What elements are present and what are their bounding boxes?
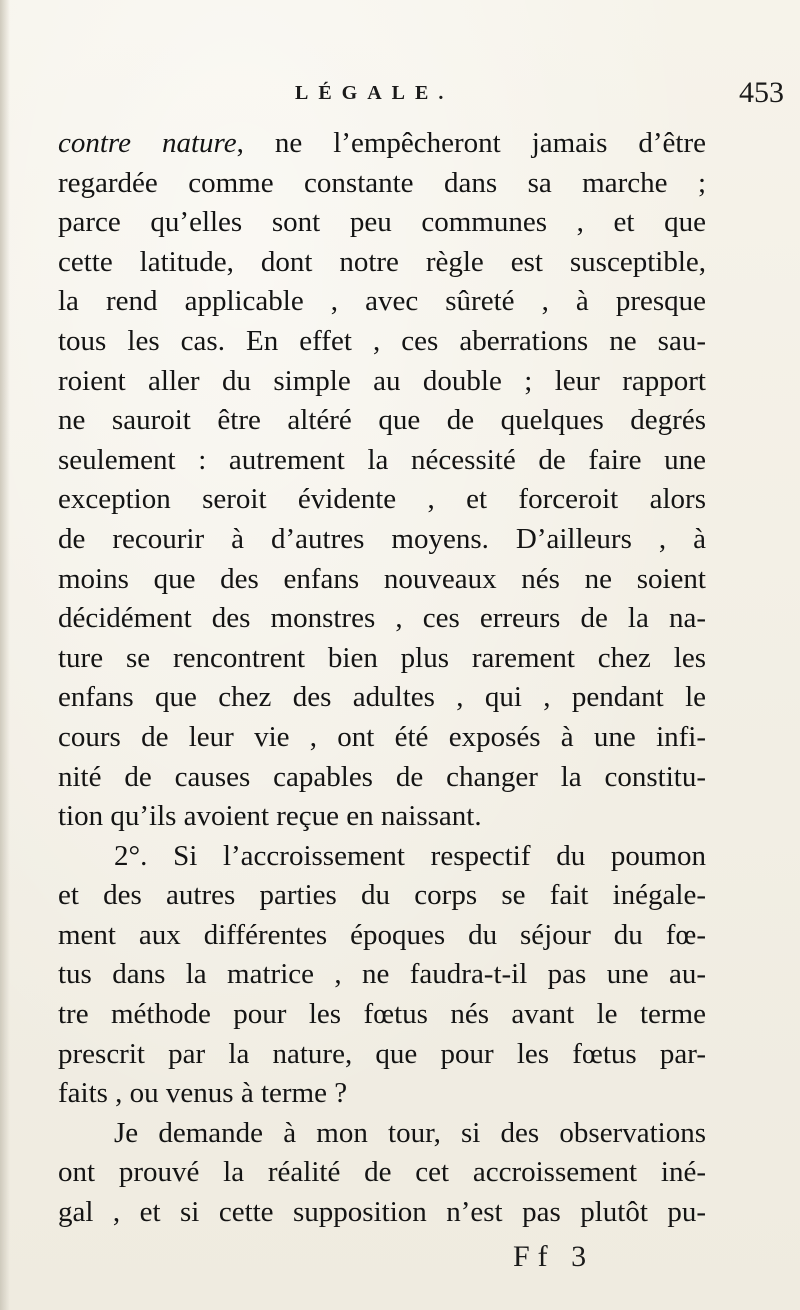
text-line-rest: , ne l’empêcheront jamais d’être bbox=[236, 127, 706, 159]
italic-phrase: contre nature bbox=[58, 127, 237, 159]
text-line: ment aux différentes époques du séjour du fœ- bbox=[58, 918, 706, 951]
text-line: gal , et si cette supposition n’est pas plutôt pu- bbox=[58, 1196, 706, 1229]
paragraph-start-line: Je demande à mon tour, si des observations bbox=[114, 1116, 706, 1149]
text-line: parce qu’elles sont peu communes , et que bbox=[58, 206, 706, 239]
text-line: tion qu’ils avoient reçue en naissant. bbox=[58, 800, 482, 833]
text-line: et des autres parties du corps se fait inégale- bbox=[58, 879, 706, 912]
signature-mark: Ff 3 bbox=[513, 1240, 595, 1273]
paragraph-start-line: 2°. Si l’accroissement respectif du poumon bbox=[114, 839, 706, 872]
text-line: ture se rencontrent bien plus rarement chez les bbox=[58, 641, 706, 674]
text-line: faits , ou venus à terme ? bbox=[58, 1077, 348, 1110]
page-gutter-shadow bbox=[0, 0, 10, 1310]
text-line: roient aller du simple au double ; leur rapport bbox=[58, 364, 706, 397]
text-line: exception seroit évidente , et forceroit alors bbox=[58, 483, 706, 516]
text-line: tous les cas. En effet , ces aberrations ne sau- bbox=[58, 324, 706, 357]
text-line: nité de causes capables de changer la constitu- bbox=[58, 760, 706, 793]
text-line: la rend applicable , avec sûreté , à presque bbox=[58, 285, 706, 318]
text-line: cours de leur vie , ont été exposés à une infi- bbox=[58, 720, 706, 753]
page-header bbox=[0, 76, 800, 116]
text-line: seulement : autrement la nécessité de faire une bbox=[58, 443, 706, 476]
text-line: tre méthode pour les fœtus nés avant le terme bbox=[58, 998, 706, 1031]
text-line: ne sauroit être altéré que de quelques degrés bbox=[58, 404, 706, 437]
text-line: de recourir à d’autres moyens. D’ailleurs , à bbox=[58, 522, 706, 555]
text-line: enfans que chez des adultes , qui , pendant le bbox=[58, 681, 706, 714]
text-line: regardée comme constante dans sa marche ; bbox=[58, 166, 706, 199]
text-line: prescrit par la nature, que pour les fœtus par- bbox=[58, 1037, 706, 1070]
running-head: LÉGALE. bbox=[295, 82, 454, 104]
body-text bbox=[58, 124, 706, 1233]
text-line: décidément des monstres , ces erreurs de la na- bbox=[58, 602, 706, 635]
text-line bbox=[58, 124, 706, 164]
text-line: tus dans la matrice , ne faudra-t-il pas une au- bbox=[58, 958, 706, 991]
text-line: moins que des enfans nouveaux nés ne soient bbox=[58, 562, 706, 595]
text-line: ont prouvé la réalité de cet accroissement iné- bbox=[58, 1156, 706, 1189]
text-line: cette latitude, dont notre règle est susceptible, bbox=[58, 245, 706, 278]
page-number: 453 bbox=[739, 76, 784, 109]
